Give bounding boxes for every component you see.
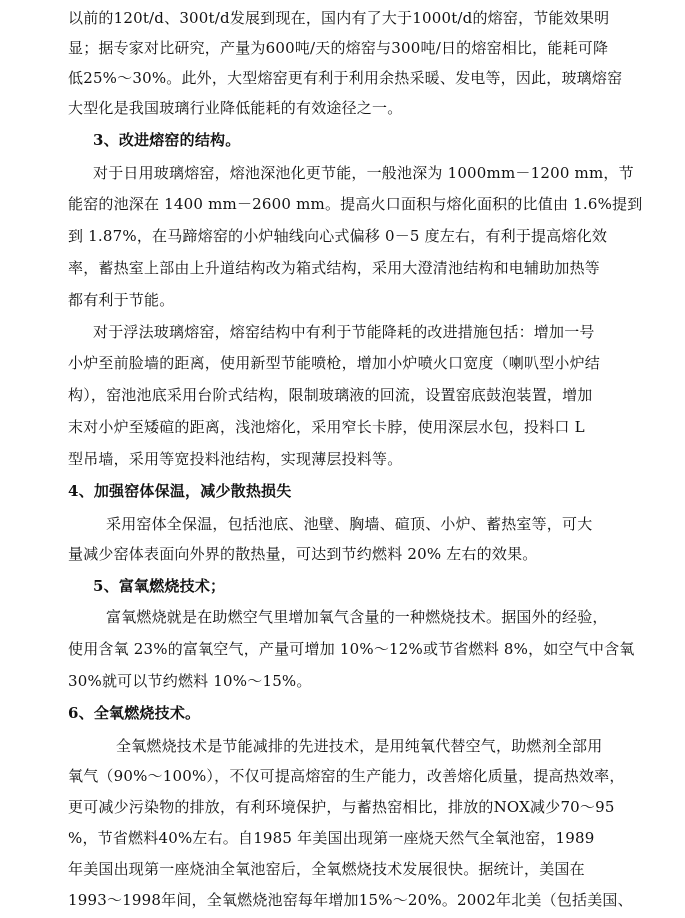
- section-heading-4: 4、加强窑体保温，减少散热损失: [68, 482, 292, 500]
- text-line: 对于日用玻璃熔窑，熔池深池化更节能，一般池深为 1000mm－1200 mm，节: [93, 164, 634, 182]
- section-heading-3: 3、改进熔窑的结构。: [93, 131, 241, 149]
- text-line: 能窑的池深在 1400 mm－2600 mm。提高火口面积与熔化面积的比值由 1.6%提到: [68, 195, 643, 213]
- text-line: 构），窑池池底采用台阶式结构，限制玻璃液的回流，设置窑底鼓泡装置，增加: [68, 386, 593, 404]
- text-line: %，节省燃料40%左右。自1985 年美国出现第一座烧天然气全氧池窑，1989: [68, 829, 595, 847]
- text-line: 30%就可以节约燃料 10%～15%。: [68, 672, 312, 690]
- text-line: 型吊墙，采用等宽投料池结构，实现薄层投料等。: [68, 450, 403, 468]
- text-line: 都有利于节能。: [68, 291, 175, 309]
- text-line: 更可减少污染物的排放，有利环境保护，与蓄热窑相比，排放的NOX减少70～95: [68, 798, 615, 816]
- text-line: 使用含氧 23%的富氧空气，产量可增加 10%～12%或节省燃料 8%，如空气中含氧: [68, 640, 635, 658]
- section-heading-6: 6、全氧燃烧技术。: [68, 704, 201, 722]
- text-line: 小炉至前脸墙的距离，使用新型节能喷枪，增加小炉喷火口宽度（喇叭型小炉结: [68, 354, 601, 372]
- text-line: 率，蓄热室上部由上升道结构改为箱式结构，采用大澄清池结构和电辅助加热等: [68, 259, 601, 277]
- text-line: 1993～1998年间，全氧燃烧池窑每年增加15%～20%。2002年北美（包括美国、: [68, 891, 633, 909]
- text-line: 低25%～30%。此外，大型熔窑更有利于利用余热采暖、发电等，因此，玻璃熔窑: [68, 69, 623, 87]
- text-line: 富氧燃烧就是在助燃空气里增加氧气含量的一种燃烧技术。据国外的经验，: [106, 608, 608, 626]
- text-line: 年美国出现第一座烧油全氧池窑后，全氧燃烧技术发展很快。据统计，美国在: [68, 860, 585, 878]
- text-line: 量减少窑体表面向外界的散热量，可达到节约燃料 20% 左右的效果。: [68, 545, 538, 563]
- text-line: 大型化是我国玻璃行业降低能耗的有效途径之一。: [68, 99, 403, 117]
- text-line: 显；据专家对比研究，产量为600吨/天的熔窑与300吨/日的熔窑相比，能耗可降: [68, 39, 609, 57]
- text-line: 末对小炉至矮碹的距离，浅池熔化，采用窄长卡脖，使用深层水包，投料口 L: [68, 418, 585, 436]
- text-line: 以前的120t/d、300t/d发展到现在，国内有了大于1000t/d的熔窑，节能效果明: [68, 9, 610, 27]
- text-line: 对于浮法玻璃熔窑，熔窑结构中有利于节能降耗的改进措施包括：增加一号: [93, 323, 595, 341]
- text-line: 氧气（90%～100%），不仅可提高熔窑的生产能力，改善熔化质量，提高热效率，: [68, 767, 625, 785]
- text-line: 采用窑体全保温，包括池底、池壁、胸墙、碹顶、小炉、蓄热室等，可大: [106, 515, 593, 533]
- text-line: 全氧燃烧技术是节能减排的先进技术，是用纯氧代替空气，助燃剂全部用: [116, 737, 603, 755]
- text-line: 到 1.87%，在马蹄熔窑的小炉轴线向心式偏移 0－5 度左右，有利于提高熔化效: [68, 227, 608, 245]
- section-heading-5: 5、富氧燃烧技术；: [93, 577, 226, 595]
